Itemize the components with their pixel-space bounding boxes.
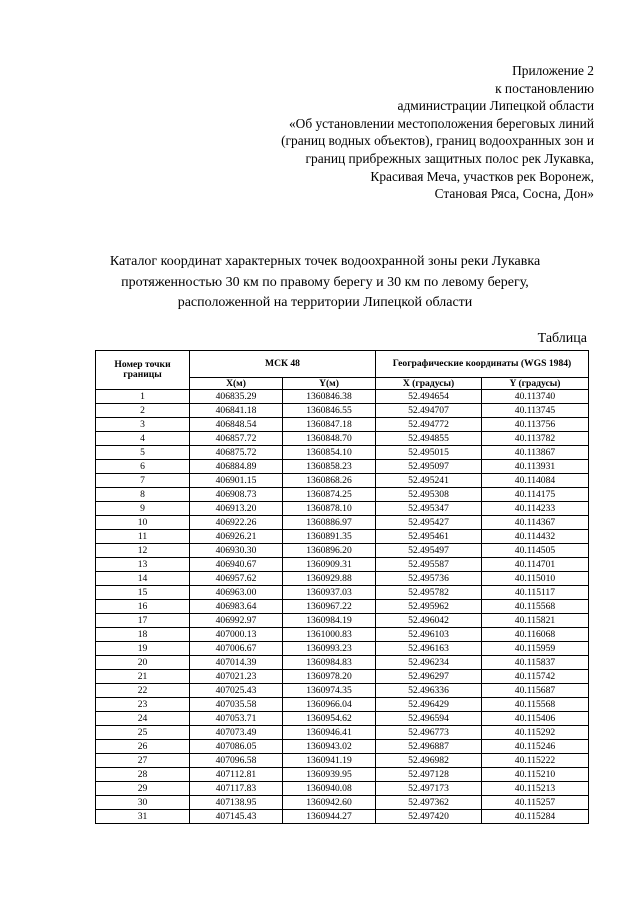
table-row [96, 684, 589, 698]
y-degrees-cell: 40.113740 [482, 390, 589, 404]
appendix-line: к постановлению [495, 80, 594, 96]
x-degrees-cell: 52.495347 [376, 502, 482, 516]
appendix-line: Красивая Меча, участков рек Воронеж, [370, 168, 594, 184]
header-x-degrees: X (градусы) [376, 378, 482, 390]
table-row [96, 488, 589, 502]
x-meters-cell: 407073.49 [190, 726, 283, 740]
point-number-cell: 29 [96, 782, 190, 796]
table-row [96, 754, 589, 768]
y-meters-cell: 1360984.19 [283, 614, 376, 628]
x-meters-cell: 406884.89 [190, 460, 283, 474]
point-number-cell: 18 [96, 628, 190, 642]
x-meters-cell: 407138.95 [190, 796, 283, 810]
y-meters-cell: 1361000.83 [283, 628, 376, 642]
point-number-cell: 14 [96, 572, 190, 586]
x-degrees-cell: 52.495461 [376, 530, 482, 544]
x-meters-cell: 406857.72 [190, 432, 283, 446]
y-degrees-cell: 40.115837 [482, 656, 589, 670]
y-meters-cell: 1360846.38 [283, 390, 376, 404]
table-row [96, 670, 589, 684]
table-row [96, 656, 589, 670]
x-meters-cell: 407025.43 [190, 684, 283, 698]
y-degrees-cell: 40.115687 [482, 684, 589, 698]
y-meters-cell: 1360929.88 [283, 572, 376, 586]
point-number-cell: 16 [96, 600, 190, 614]
y-meters-cell: 1360886.97 [283, 516, 376, 530]
point-number-cell: 30 [96, 796, 190, 810]
title-line: протяженностью 30 км по правому берегу и 30 км по левому берегу, [121, 274, 529, 290]
x-degrees-cell: 52.494654 [376, 390, 482, 404]
y-meters-cell: 1360848.70 [283, 432, 376, 446]
y-meters-cell: 1360943.02 [283, 740, 376, 754]
x-meters-cell: 407096.58 [190, 754, 283, 768]
x-meters-cell: 406957.62 [190, 572, 283, 586]
y-meters-cell: 1360942.60 [283, 796, 376, 810]
x-degrees-cell: 52.496887 [376, 740, 482, 754]
point-number-cell: 10 [96, 516, 190, 530]
x-degrees-cell: 52.495782 [376, 586, 482, 600]
point-number-cell: 8 [96, 488, 190, 502]
point-number-cell: 21 [96, 670, 190, 684]
y-degrees-cell: 40.114505 [482, 544, 589, 558]
appendix-line: границ прибрежных защитных полос рек Лукавка, [305, 150, 594, 166]
x-degrees-cell: 52.496429 [376, 698, 482, 712]
table-row [96, 628, 589, 642]
x-degrees-cell: 52.494772 [376, 418, 482, 432]
table-row [96, 502, 589, 516]
table-row [96, 768, 589, 782]
x-meters-cell: 407000.13 [190, 628, 283, 642]
y-meters-cell: 1360954.62 [283, 712, 376, 726]
x-degrees-cell: 52.496042 [376, 614, 482, 628]
x-meters-cell: 407053.71 [190, 712, 283, 726]
table-row [96, 712, 589, 726]
y-degrees-cell: 40.116068 [482, 628, 589, 642]
table-row [96, 740, 589, 754]
y-meters-cell: 1360993.23 [283, 642, 376, 656]
x-degrees-cell: 52.495241 [376, 474, 482, 488]
point-number-cell: 15 [96, 586, 190, 600]
x-meters-cell: 407112.81 [190, 768, 283, 782]
y-degrees-cell: 40.115568 [482, 600, 589, 614]
x-degrees-cell: 52.495097 [376, 460, 482, 474]
x-meters-cell: 407086.05 [190, 740, 283, 754]
x-degrees-cell: 52.496163 [376, 642, 482, 656]
table-row [96, 782, 589, 796]
point-number-cell: 3 [96, 418, 190, 432]
x-degrees-cell: 52.497420 [376, 810, 482, 824]
x-meters-cell: 406901.15 [190, 474, 283, 488]
appendix-header [174, 62, 594, 203]
x-degrees-cell: 52.496773 [376, 726, 482, 740]
y-meters-cell: 1360978.20 [283, 670, 376, 684]
x-meters-cell: 407021.23 [190, 670, 283, 684]
point-number-cell: 9 [96, 502, 190, 516]
point-number-cell: 7 [96, 474, 190, 488]
x-meters-cell: 406841.18 [190, 404, 283, 418]
title-line: расположенной на территории Липецкой области [177, 295, 473, 310]
y-meters-cell: 1360878.10 [283, 502, 376, 516]
x-meters-cell: 407117.83 [190, 782, 283, 796]
x-meters-cell: 406992.97 [190, 614, 283, 628]
table-row [96, 614, 589, 628]
x-meters-cell: 406922.26 [190, 516, 283, 530]
table-row [96, 698, 589, 712]
y-degrees-cell: 40.115742 [482, 670, 589, 684]
y-degrees-cell: 40.114432 [482, 530, 589, 544]
y-meters-cell: 1360937.03 [283, 586, 376, 600]
table-row [96, 390, 589, 404]
y-degrees-cell: 40.115117 [482, 586, 589, 600]
x-meters-cell: 407006.67 [190, 642, 283, 656]
x-meters-cell: 407014.39 [190, 656, 283, 670]
x-meters-cell: 407145.43 [190, 810, 283, 824]
y-degrees-cell: 40.115568 [482, 698, 589, 712]
x-meters-cell: 406963.00 [190, 586, 283, 600]
point-number-cell: 13 [96, 558, 190, 572]
y-degrees-cell: 40.115284 [482, 810, 589, 824]
x-degrees-cell: 52.494855 [376, 432, 482, 446]
point-number-cell: 5 [96, 446, 190, 460]
table-row [96, 572, 589, 586]
y-degrees-cell: 40.115213 [482, 782, 589, 796]
x-meters-cell: 406930.30 [190, 544, 283, 558]
y-degrees-cell: 40.115210 [482, 768, 589, 782]
y-degrees-cell: 40.115292 [482, 726, 589, 740]
table-row [96, 516, 589, 530]
appendix-line: «Об установлении местоположения береговых линий [288, 115, 594, 131]
y-degrees-cell: 40.113745 [482, 404, 589, 418]
y-degrees-cell: 40.114701 [482, 558, 589, 572]
y-meters-cell: 1360974.35 [283, 684, 376, 698]
header-point-number: Номер точки границы [96, 351, 190, 390]
y-degrees-cell: 40.113931 [482, 460, 589, 474]
x-degrees-cell: 52.494707 [376, 404, 482, 418]
point-number-cell: 4 [96, 432, 190, 446]
x-degrees-cell: 52.495427 [376, 516, 482, 530]
y-meters-cell: 1360946.41 [283, 726, 376, 740]
x-degrees-cell: 52.496297 [376, 670, 482, 684]
x-degrees-cell: 52.496103 [376, 628, 482, 642]
coordinates-table [95, 350, 589, 824]
y-meters-cell: 1360939.95 [283, 768, 376, 782]
point-number-cell: 23 [96, 698, 190, 712]
y-meters-cell: 1360896.20 [283, 544, 376, 558]
y-meters-cell: 1360944.27 [283, 810, 376, 824]
table-row [96, 558, 589, 572]
y-degrees-cell: 40.115246 [482, 740, 589, 754]
point-number-cell: 11 [96, 530, 190, 544]
x-meters-cell: 407035.58 [190, 698, 283, 712]
header-geo-coordinates: Географические координаты (WGS 1984) [376, 351, 589, 378]
x-meters-cell: 406983.64 [190, 600, 283, 614]
x-degrees-cell: 52.495962 [376, 600, 482, 614]
y-degrees-cell: 40.114233 [482, 502, 589, 516]
point-number-cell: 25 [96, 726, 190, 740]
table-row [96, 418, 589, 432]
point-number-cell: 22 [96, 684, 190, 698]
y-meters-cell: 1360941.19 [283, 754, 376, 768]
x-degrees-cell: 52.497173 [376, 782, 482, 796]
header-y-meters: Y(м) [283, 378, 376, 390]
y-meters-cell: 1360874.25 [283, 488, 376, 502]
y-degrees-cell: 40.114084 [482, 474, 589, 488]
x-meters-cell: 406835.29 [190, 390, 283, 404]
appendix-line: (границ водных объектов), границ водоохранных зон и [281, 133, 594, 149]
y-degrees-cell: 40.115257 [482, 796, 589, 810]
y-meters-cell: 1360940.08 [283, 782, 376, 796]
y-degrees-cell: 40.113782 [482, 432, 589, 446]
table-row [96, 642, 589, 656]
point-number-cell: 17 [96, 614, 190, 628]
point-number-cell: 20 [96, 656, 190, 670]
table-row [96, 530, 589, 544]
table-row [96, 810, 589, 824]
table-row [96, 460, 589, 474]
point-number-cell: 27 [96, 754, 190, 768]
x-degrees-cell: 52.496234 [376, 656, 482, 670]
title-line: Каталог координат характерных точек водоохранной зоны реки Лукавка [109, 254, 541, 269]
header-msk48: МСК 48 [190, 351, 376, 378]
header-y-degrees: Y (градусы) [482, 378, 589, 390]
x-degrees-cell: 52.496594 [376, 712, 482, 726]
x-degrees-cell: 52.496982 [376, 754, 482, 768]
x-meters-cell: 406908.73 [190, 488, 283, 502]
y-degrees-cell: 40.115959 [482, 642, 589, 656]
y-meters-cell: 1360984.83 [283, 656, 376, 670]
x-degrees-cell: 52.496336 [376, 684, 482, 698]
point-number-cell: 12 [96, 544, 190, 558]
table-row [96, 796, 589, 810]
point-number-cell: 31 [96, 810, 190, 824]
table-row [96, 446, 589, 460]
x-degrees-cell: 52.495497 [376, 544, 482, 558]
x-meters-cell: 406940.67 [190, 558, 283, 572]
table-label: Таблица [537, 331, 587, 346]
y-meters-cell: 1360846.55 [283, 404, 376, 418]
y-degrees-cell: 40.115222 [482, 754, 589, 768]
point-number-cell: 28 [96, 768, 190, 782]
point-number-cell: 26 [96, 740, 190, 754]
x-degrees-cell: 52.495308 [376, 488, 482, 502]
document-title [60, 252, 590, 314]
x-meters-cell: 406926.21 [190, 530, 283, 544]
header-x-meters: X(м) [190, 378, 283, 390]
table-row [96, 586, 589, 600]
table-body [96, 390, 589, 824]
point-number-cell: 6 [96, 460, 190, 474]
y-meters-cell: 1360909.31 [283, 558, 376, 572]
table-row [96, 404, 589, 418]
point-number-cell: 2 [96, 404, 190, 418]
x-degrees-cell: 52.497128 [376, 768, 482, 782]
y-degrees-cell: 40.115010 [482, 572, 589, 586]
table-row [96, 726, 589, 740]
y-meters-cell: 1360868.26 [283, 474, 376, 488]
y-meters-cell: 1360967.22 [283, 600, 376, 614]
point-number-cell: 19 [96, 642, 190, 656]
x-meters-cell: 406913.20 [190, 502, 283, 516]
x-degrees-cell: 52.495736 [376, 572, 482, 586]
table-row [96, 432, 589, 446]
y-meters-cell: 1360891.35 [283, 530, 376, 544]
x-meters-cell: 406848.54 [190, 418, 283, 432]
point-number-cell: 24 [96, 712, 190, 726]
appendix-line: Приложение 2 [512, 63, 594, 78]
y-degrees-cell: 40.114175 [482, 488, 589, 502]
appendix-line: Становая Ряса, Сосна, Дон» [434, 186, 594, 202]
y-degrees-cell: 40.113867 [482, 446, 589, 460]
y-degrees-cell: 40.113756 [482, 418, 589, 432]
y-degrees-cell: 40.114367 [482, 516, 589, 530]
y-meters-cell: 1360854.10 [283, 446, 376, 460]
appendix-line: администрации Липецкой области [397, 98, 594, 114]
point-number-cell: 1 [96, 390, 190, 404]
table-row [96, 600, 589, 614]
y-degrees-cell: 40.115821 [482, 614, 589, 628]
y-meters-cell: 1360966.04 [283, 698, 376, 712]
y-meters-cell: 1360858.23 [283, 460, 376, 474]
y-meters-cell: 1360847.18 [283, 418, 376, 432]
x-degrees-cell: 52.497362 [376, 796, 482, 810]
x-degrees-cell: 52.495587 [376, 558, 482, 572]
table-row [96, 474, 589, 488]
table-row [96, 544, 589, 558]
x-degrees-cell: 52.495015 [376, 446, 482, 460]
x-meters-cell: 406875.72 [190, 446, 283, 460]
y-degrees-cell: 40.115406 [482, 712, 589, 726]
